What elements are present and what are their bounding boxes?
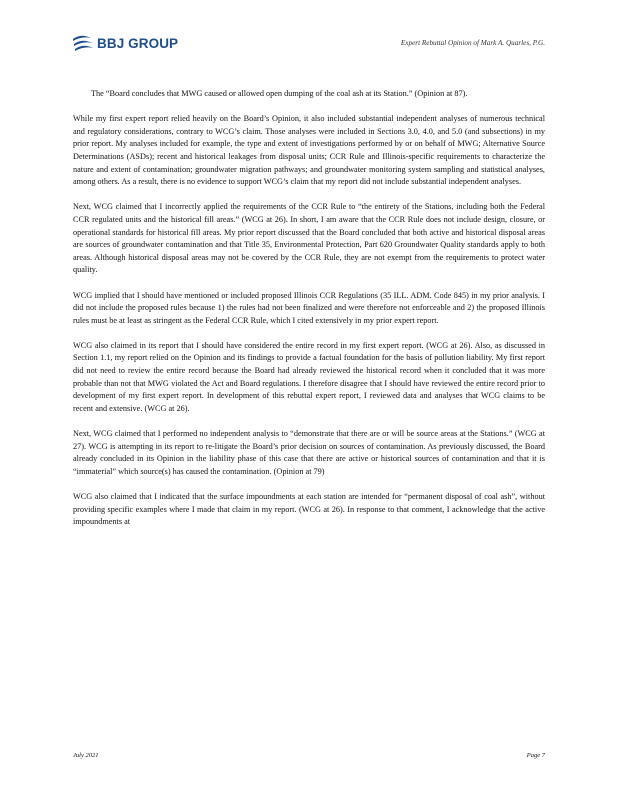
bbj-group-logo xyxy=(72,34,178,52)
paragraph: WCG also claimed in its report that I should have considered the entire record in my first expert report. (WCG at 26). Also, as discussed in Section 1.1, my report relied on the Opinion and its findings to provide a factual foundation for the basis of pollution liability. My first report did not need to review the entire record because the Board had already reviewed the historical record when it concluded that it was more probable than not that MWG violated the Act and Board regulations. I therefore disagree that I should have reviewed the entire record prior to development of my first expert report. In development of this rebuttal expert report, I reviewed data and analyses that WCG claims to be recent and extensive. (WCG at 26). xyxy=(73,340,545,413)
document-title: Expert Rebuttal Opinion of Mark A. Quarles, P.G. xyxy=(400,39,545,47)
paragraph: WCG implied that I should have mentioned or included proposed Illinois CCR Regulations (35 ILL. ADM. Code 845) in my prior analysis. I did not include the proposed rules because 1) the rules had not been finalized and were therefore not enforceable and 2) the proposed Illinois rules must be at least as stringent as the Federal CCR Rule, which I cited extensively in my prior expert report. xyxy=(73,290,545,325)
bullet-marker xyxy=(73,88,91,101)
document-body xyxy=(73,88,545,541)
paragraph: WCG also claimed that I indicated that the surface impoundments at each station are intended for “permanent disposal of coal ash”, without providing specific examples where I made that claim in my report. (WCG at 26). In response to that comment, I acknowledge that the active impoundments at xyxy=(73,492,545,527)
paragraph: Next, WCG claimed that I incorrectly applied the requirements of the CCR Rule to “the entirety of the Stations, including both the Federal CCR regulated units and the historical fill areas.” (WCG at 26). In short, I am aware that the CCR Rule does not include design, closure, or operational standards for historical fill areas. My prior report discussed that the Board concluded that both active and historical disposal areas are sources of groundwater contamination and that Title 35, Environmental Protection, Part 620 Groundwater Quality standards apply to both areas. Although historical disposal areas may not be covered by the CCR Rule, they are not exempt from the requirements to protect water quality. xyxy=(73,202,545,275)
bullet-item xyxy=(73,88,545,101)
paragraph: While my first expert report relied heavily on the Board’s Opinion, it also included substantial independent analyses of numerous technical and regulatory considerations, contrary to WCG’s claim. Those analyses were included in Sections 3.0, 4.0, and 5.0 (and subsections) in my prior report. My analyses included for example, the type and extent of investigations performed by or on behalf of MWG; Alternative Source Determinations (ASDs); recent and historical leakages from disposal units; CCR Rule and Illinois-specific requirements to characterize the nature and extent of contamination; groundwater migration pathways; and groundwater monitoring system sampling and statistical analyses, among others. As a result, there is no evidence to support WCG’s claim that my report did not include substantial independent analyses. xyxy=(73,114,545,187)
paragraph: Next, WCG claimed that I performed no independent analysis to “demonstrate that there are or will be source areas at the Stations.” (WCG at 27). WCG is attempting in its report to re-litigate the Board’s prior decision on sources of contamination. As previously discussed, the Board already concluded in its Opinion in the liability phase of this case that there are active or historical sources of contamination and that it is “immaterial” which source(s) has caused the contamination. (Opinion at 79) xyxy=(73,429,545,476)
footer-date: July 2021 xyxy=(73,752,99,759)
bullet-text: The “Board concludes that MWG caused or allowed open dumping of the coal ash at its Station.” (Opinion at 87). xyxy=(91,89,468,98)
bbj-logo-icon xyxy=(72,34,94,52)
page-number: Page 7 xyxy=(526,752,545,759)
page-header xyxy=(0,0,618,60)
logo-text: BBJ GROUP xyxy=(97,35,179,51)
